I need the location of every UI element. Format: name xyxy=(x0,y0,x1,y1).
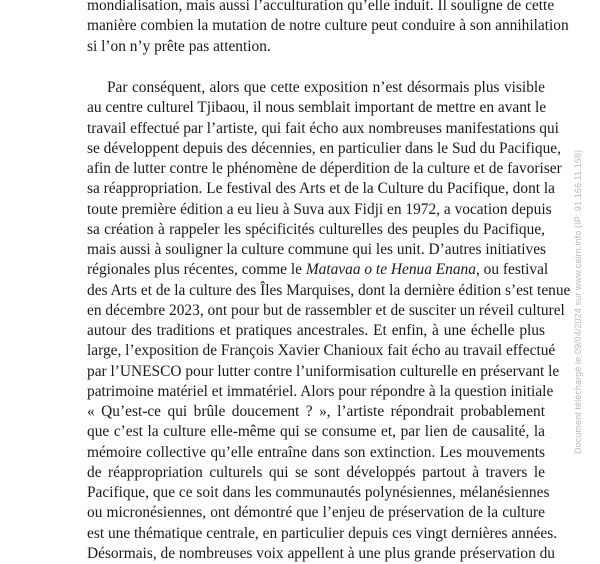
paragraph-main-line: autour des traditions et pratiques ancestrales. Et enfin, à une échelle plus xyxy=(87,322,545,339)
paragraph-main-line: au centre culturel Tjibaou, il nous semblait important de mettre en avant le xyxy=(87,99,547,117)
paragraph-main-line: Désormais, de nombreuses voix appellent à une plus grande préservation du xyxy=(87,544,556,562)
paragraph-top xyxy=(87,0,569,57)
paragraph-main-line: que c’est la culture elle-même qui se consume et, par lien de causalité, la xyxy=(87,423,545,441)
download-watermark: Document téléchargé le 09/04/2024 sur www.cairn.info (IP: 91.166.11.158) xyxy=(573,149,583,454)
paragraph-main-line: travail effectué par l’artiste, qui fait écho aux nombreuses manifestations qui xyxy=(87,119,559,137)
paragraph-main-line: mémoire collective qu’elle entraîne dans son extinction. Les mouvements xyxy=(87,443,545,461)
paragraph-main-line: Pacifique, que ce soit dans les communautés polynésiennes, mélanésiennes xyxy=(87,484,550,501)
paragraph-main-line: en décembre 2023, ont pour but de rassembler et de susciter un réveil culturel xyxy=(87,301,565,319)
paragraph-main-line: est une thématique centrale, en particulier depuis ces vingt dernières années. xyxy=(87,524,558,542)
paragraph-main-line: « Qu’est-ce qui brûle doucement ? », l’artiste répondrait probablement xyxy=(87,403,545,420)
festival-name-italic: Matavaa o te Henua Enana xyxy=(305,261,476,279)
paragraph-main-line: ou micronésiennes, ont démontré que l’enjeu de préservation de la culture xyxy=(87,504,545,522)
paragraph-main-line: sa création à rappeler les spécificités culturelles des peuples du Pacifique, xyxy=(87,220,545,238)
line-text-after: , ou festival xyxy=(475,261,549,279)
paragraph-main-line: se développent depuis des décennies, en particulier dans le Sud du Pacifique, xyxy=(87,139,561,157)
paragraph-top-line: si l’on n’y prête pas attention. xyxy=(87,37,271,55)
paragraph-main-line: par l’UNESCO pour lutter contre l’uniformisation culturelle en préservant le xyxy=(87,362,560,380)
paragraph-main-line: toute première édition a eu lieu à Suva aux Fidji en 1972, a vocation depuis xyxy=(87,200,552,218)
paragraph-main-line: large, l’exposition de François Xavier Chanioux fait écho au travail effectué xyxy=(87,342,556,360)
paragraph-main-line: Par conséquent, alors que cette exposition n’est désormais plus visible xyxy=(107,79,545,96)
paragraph-top-line: manière combien la mutation de notre culture peut conduire à son annihilation xyxy=(87,17,569,35)
paragraph-main-line: mais aussi à souligner la culture commune qui les unit. D’autres initiatives xyxy=(87,241,547,258)
paragraph-main-line: sa réappropriation. Le festival des Arts et de la Culture du Pacifique, dont la xyxy=(87,180,555,198)
paragraph-main xyxy=(87,78,571,564)
line-text-before: régionales plus récentes, comme le xyxy=(87,261,306,279)
paragraph-top-line: mondialisation, mais aussi l’acculturation qu’elle induit. Il souligne de cette xyxy=(87,0,555,14)
paragraph-main-line: afin de lutter contre le phénomène de déperdition de la culture et de favoriser xyxy=(87,160,562,177)
paragraph-main-line: patrimoine matériel et immatériel. Alors pour répondre à la question initiale xyxy=(87,382,554,400)
paragraph-main-line: des Arts et de la culture des Îles Marquises, dont la dernière édition s’est tenue xyxy=(87,281,571,299)
paragraph-main-line-with-italic xyxy=(87,260,549,280)
paragraph-main-line: de réappropriation culturels qui se sont développés partout à travers le xyxy=(87,463,545,481)
